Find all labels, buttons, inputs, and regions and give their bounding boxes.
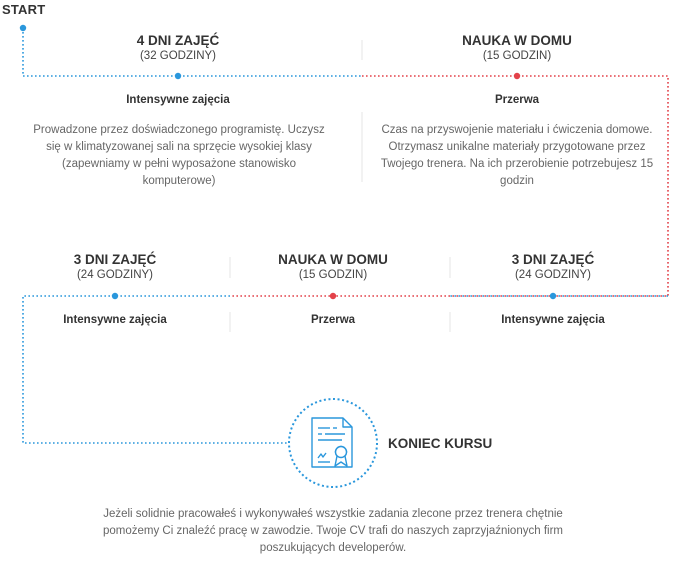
row2-stage2-dot bbox=[330, 293, 336, 299]
row1-stage2-kind: Przerwa bbox=[494, 94, 540, 106]
row2-stage1-dot bbox=[112, 293, 118, 299]
certificate-icon bbox=[312, 418, 352, 467]
row2-stage3-header bbox=[443, 252, 663, 281]
row1-stage1-description: Prowadzone przez doświadczonego programistę. Uczysz się w klimatyzowanej sali na sprzęcie wysokiej klasy (zapewniamy w pełni wyposażone stanowisko komputerowe) bbox=[33, 124, 325, 187]
row1-stage2-title: NAUKA W DOMU bbox=[462, 33, 572, 48]
row2-stage3-subtitle: (24 GODZINY) bbox=[514, 269, 592, 281]
row2-stage2-header bbox=[223, 252, 443, 281]
row2-stage1-subtitle: (24 GODZINY) bbox=[76, 269, 154, 281]
row1-stage2-subtitle: (15 GODZIN) bbox=[482, 50, 552, 62]
row1-stage2-dot bbox=[514, 73, 520, 79]
row2-stage2-kind: Przerwa bbox=[310, 314, 356, 326]
row2-stage3-dot bbox=[550, 293, 556, 299]
start-dot bbox=[20, 25, 26, 31]
row2-stage3-kind: Intensywne zajęcia bbox=[501, 314, 605, 326]
row1-stage1-subtitle: (32 GODZINY) bbox=[139, 50, 217, 62]
row1-stage2-header bbox=[407, 33, 627, 62]
row2-stage2-subtitle: (15 GODZIN) bbox=[298, 269, 368, 281]
row2-stage1-header bbox=[5, 252, 225, 281]
row1-stage2-description: Czas na przyswojenie materiału i ćwiczenia domowe. Otrzymasz unikalne materiały przygotowane przez Twojego trenera. Na ich przerobienie potrzebujesz 15 godzin bbox=[380, 124, 654, 187]
row1-stage1-header bbox=[68, 33, 288, 62]
row2-stage2-title: NAUKA W DOMU bbox=[278, 252, 388, 267]
row2-stage1-title: 3 DNI ZAJĘĆ bbox=[73, 252, 157, 267]
end-description: Jeżeli solidnie pracowałeś i wykonywałeś wszystkie zadania zlecone przez trenera chętnie pomożemy Ci znaleźć pracę w zawodzie. Twoje CV trafi do naszych zaprzyjaźnionych firm poszukujących developerów. bbox=[103, 508, 563, 554]
row1-stage1-dot bbox=[175, 73, 181, 79]
row2-stage1-kind: Intensywne zajęcia bbox=[63, 314, 167, 326]
row1-stage1-kind: Intensywne zajęcia bbox=[126, 94, 230, 106]
row1-stage1-title: 4 DNI ZAJĘĆ bbox=[136, 33, 220, 48]
end-label: KONIEC KURSU bbox=[388, 436, 493, 451]
start-label: START bbox=[2, 2, 46, 17]
row2-stage3-title: 3 DNI ZAJĘĆ bbox=[511, 252, 595, 267]
